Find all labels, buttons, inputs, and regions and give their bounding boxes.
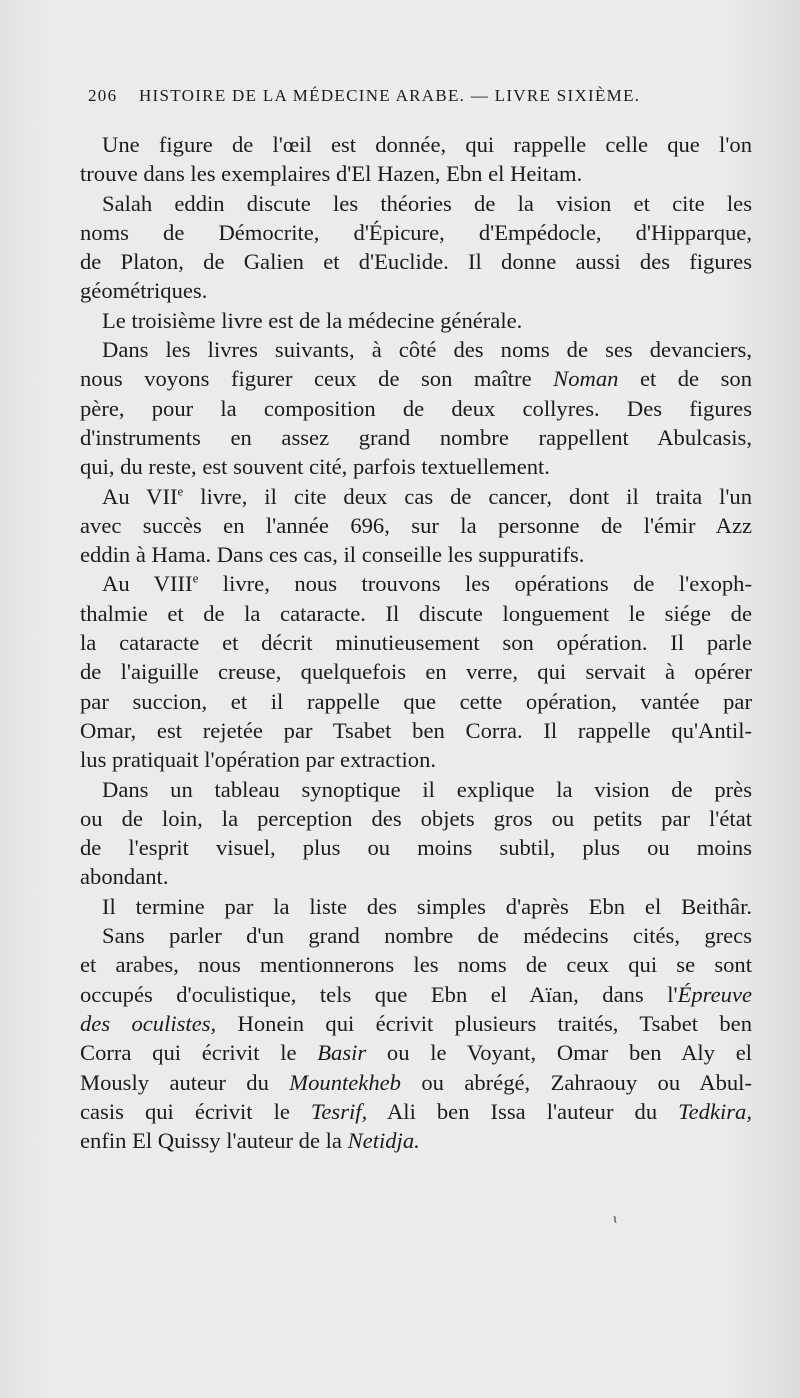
text-line: Une figure de l'œil est donnée, qui rappelle celle que l'on (102, 132, 752, 157)
text-line: Dans les livres suivants, à côté des noms de ses devanciers, (102, 337, 752, 363)
text-line: géométriques. (80, 278, 208, 304)
text-line: Au VIIIe livre, nous trouvons les opérations de l'exoph- (102, 570, 752, 597)
text-line: Salah eddin discute les théories de la vision et cite les (102, 190, 752, 216)
text-line: lus pratiquait l'opération par extraction. (80, 747, 437, 773)
text-line: la cataracte et décrit minutieusement son opération. Il parle (80, 630, 752, 656)
text-line: Dans un tableau synoptique il explique la vision de près (102, 776, 752, 802)
text-line: thalmie et de la cataracte. Il discute longuement le siége de (80, 600, 752, 626)
text-line: occupés d'oculistique, tels que Ebn el Aïan, dans l'Épreuve (80, 981, 752, 1007)
text-line: noms de Démocrite, d'Épicure, d'Empédocle, d'Hipparque, (80, 219, 752, 245)
text-line: père, pour la composition de deux collyres. Des figures (80, 395, 752, 421)
text-line: qui, du reste, est souvent cité, parfois textuellement. (80, 454, 550, 480)
page-number: 206 (88, 86, 118, 105)
text-line: eddin à Hama. Dans ces cas, il conseille les suppuratifs. (80, 542, 585, 568)
text-line: Corra qui écrivit le Basir ou le Voyant, Omar ben Aly el (80, 1040, 752, 1066)
text-line: Il termine par la liste des simples d'après Ebn el Beithâr. (102, 893, 752, 919)
running-header (88, 86, 708, 106)
text-line: Sans parler d'un grand nombre de médecins cités, grecs (102, 923, 752, 949)
text-line: de l'aiguille creuse, quelquefois en verre, qui servait à opérer (80, 659, 752, 685)
body-text (80, 130, 752, 1155)
text-line: d'instruments en assez grand nombre rappellent Abulcasis, (80, 424, 752, 450)
text-line: des oculistes, Honein qui écrivit plusieurs traités, Tsabet ben (80, 1010, 752, 1036)
text-line: Mously auteur du Mountekheb ou abrégé, Zahraouy ou Abul- (80, 1069, 752, 1095)
text-line: Au VIIe livre, il cite deux cas de cancer, dont il traita l'un (102, 483, 753, 509)
text-line: de Platon, de Galien et d'Euclide. Il donne aussi des figures (80, 249, 752, 275)
text-line: Le troisième livre est de la médecine générale. (102, 307, 523, 333)
ink-mark: ɩ (613, 1212, 618, 1226)
text-line: trouve dans les exemplaires d'El Hazen, Ebn el Heitam. (80, 161, 583, 187)
text-line: de l'esprit visuel, plus ou moins subtil, plus ou moins (80, 835, 752, 861)
text-line: par succion, et il rappelle que cette opération, vantée par (80, 688, 752, 714)
text-line: ou de loin, la perception des objets gros ou petits par l'état (80, 805, 752, 831)
text-line: abondant. (80, 864, 169, 890)
text-line: nous voyons figurer ceux de son maître Noman et de son (80, 366, 752, 392)
text-line: casis qui écrivit le Tesrif, Ali ben Issa l'auteur du Tedkira, (80, 1098, 752, 1124)
text-line: avec succès en l'année 696, sur la personne de l'émir Azz (80, 512, 752, 538)
running-title: HISTOIRE DE LA MÉDECINE ARABE. — LIVRE SIXIÈME. (138, 86, 641, 105)
text-line: et arabes, nous mentionnerons les noms de ceux qui se sont (80, 952, 752, 978)
text-line: Omar, est rejetée par Tsabet ben Corra. Il rappelle qu'Antil- (80, 717, 752, 743)
text-line: enfin El Quissy l'auteur de la Netidja. (80, 1128, 420, 1154)
